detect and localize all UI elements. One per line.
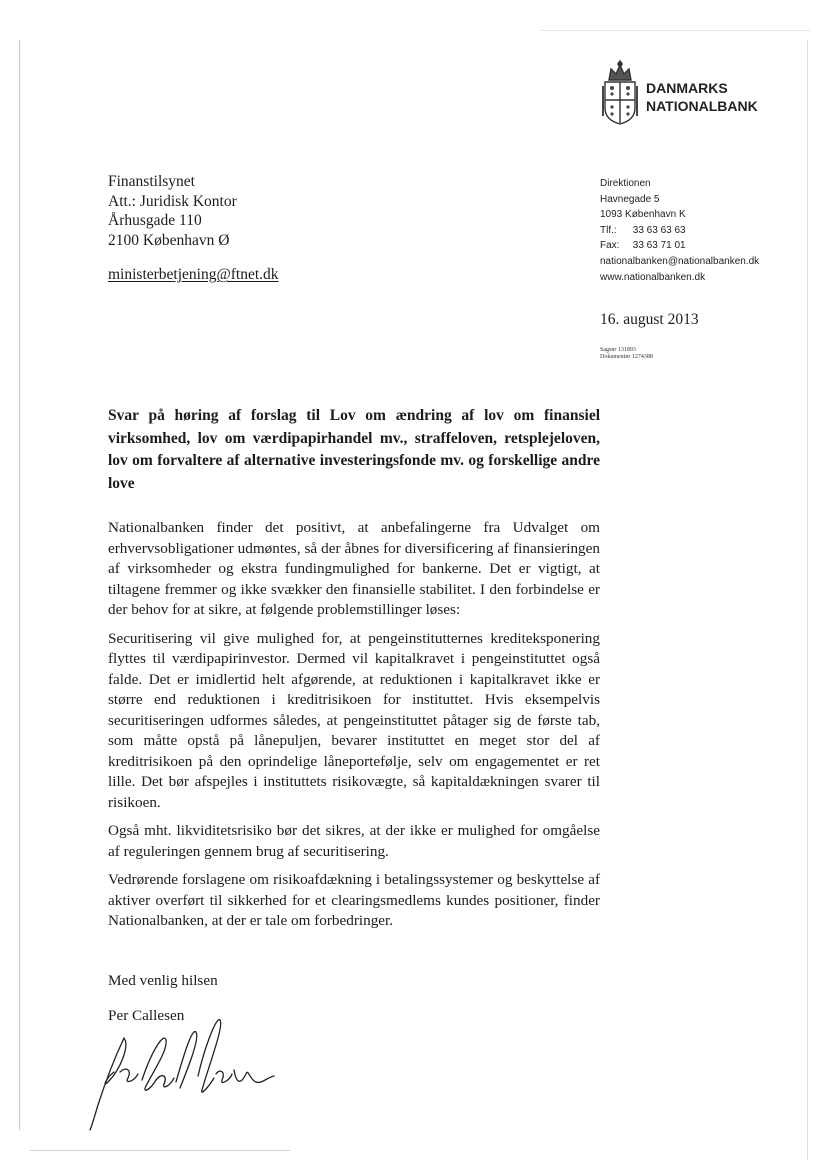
recipient-address — [108, 172, 237, 250]
sender-fax: 33 63 71 01 — [632, 240, 686, 252]
document-number: Dokumentnr 1274388 — [600, 354, 653, 360]
body-paragraph-1: Nationalbanken finder det positivt, at anbefalingerne fra Udvalget om erhvervsobligationer udmøntes, så der åbnes for diversificering af finansieringen af virksomheder og ekstra fundingmulighed for bankerne. Det er vigtigt, at tiltagene fremmer og ikke svækker den finansielle stabilitet. I den forbindelse er der behov for at sikre, at følgende problemstillinger løses: — [108, 519, 600, 618]
sender-website-link[interactable]: www.nationalbanken.dk — [600, 271, 706, 283]
body-paragraph-4: Vedrørende forslagene om risikoafdækning i betalingssystemer og beskyttelse af aktiver overført til sikkerhed for et clearingsmedlems kundes positioner, finder Nationalbanken, at der er tale om forbedringer. — [108, 871, 600, 929]
letter-body — [108, 518, 600, 940]
sender-phone-row — [600, 223, 759, 239]
body-paragraph-2: Securitisering vil give mulighed for, at pengeinstitutternes krediteksponering flyttes til værdipapirinvestor. Dermed vil kapitalkravet i pengeinstituttet også falde. Det er imidlertid helt afgørende, at reduktionen i kapitalkravet ikke er større end reduktionen i kreditrisikoen for instituttet. Hvis eksempelvis securitiseringen udformes således, at pengeinstituttet påtager sig de første tab, som måtte opstå på lånepuljen, bevarer instituttet en meget stor del af kreditrisikoen på den oprindelige låneportefølje, selv om engagementet er ret lille. Det bør afspejles i instituttets risikovægte, så kapitaldækningen svarer til risikoen. — [108, 629, 600, 811]
letter-subject: Svar på høring af forslag til Lov om ændring af lov om finansiel virksomhed, lov om værdipapirhandel mv., straffeloven, retsplejeloven, lov om forvaltere af alternative investeringsfonde mv. og forskellige andre love — [108, 407, 600, 492]
royal-crest-icon — [600, 60, 640, 126]
body-paragraph-3: Også mht. likviditetsrisiko bør det sikres, at der ikke er mulighed for omgåelse af reguleringen gennem brug af securitisering. — [108, 822, 600, 860]
sender-phone: 33 63 63 63 — [632, 224, 686, 236]
sender-department: Direktionen — [600, 178, 651, 189]
sender-street: Havnegade 5 — [600, 193, 660, 205]
scan-edge-bottom — [30, 1150, 290, 1151]
sender-fax-label: Fax: — [600, 240, 620, 252]
case-number: Sagsnr 131893 — [600, 347, 636, 353]
closing-salutation: Med venlig hilsen — [108, 972, 218, 989]
letterhead-logo — [600, 60, 800, 126]
sender-address — [600, 176, 759, 285]
handwritten-signature — [80, 1010, 290, 1135]
scan-edge-top — [540, 30, 810, 31]
recipient-name: Finanstilsynet — [108, 173, 195, 190]
sender-fax-row — [600, 238, 759, 254]
recipient-attention: Att.: Juridisk Kontor — [108, 192, 237, 210]
recipient-city: 2100 København Ø — [108, 231, 230, 249]
signer-name: Per Callesen — [108, 1007, 185, 1024]
scan-edge-left — [19, 40, 20, 1130]
letter-date: 16. august 2013 — [600, 311, 699, 328]
bank-name-line1: DANMARKS — [646, 80, 728, 96]
scan-edge-right — [807, 40, 808, 1160]
sender-phone-label: Tlf.: — [600, 224, 617, 236]
sender-city: 1093 København K — [600, 209, 686, 221]
bank-name — [646, 79, 758, 115]
reference-numbers — [600, 347, 653, 361]
sender-email-link[interactable]: nationalbanken@nationalbanken.dk — [600, 255, 760, 267]
recipient-street: Århusgade 110 — [108, 212, 202, 229]
bank-name-line2: NATIONALBANK — [646, 98, 758, 114]
recipient-email-link[interactable]: ministerbetjening@ftnet.dk — [108, 266, 279, 283]
